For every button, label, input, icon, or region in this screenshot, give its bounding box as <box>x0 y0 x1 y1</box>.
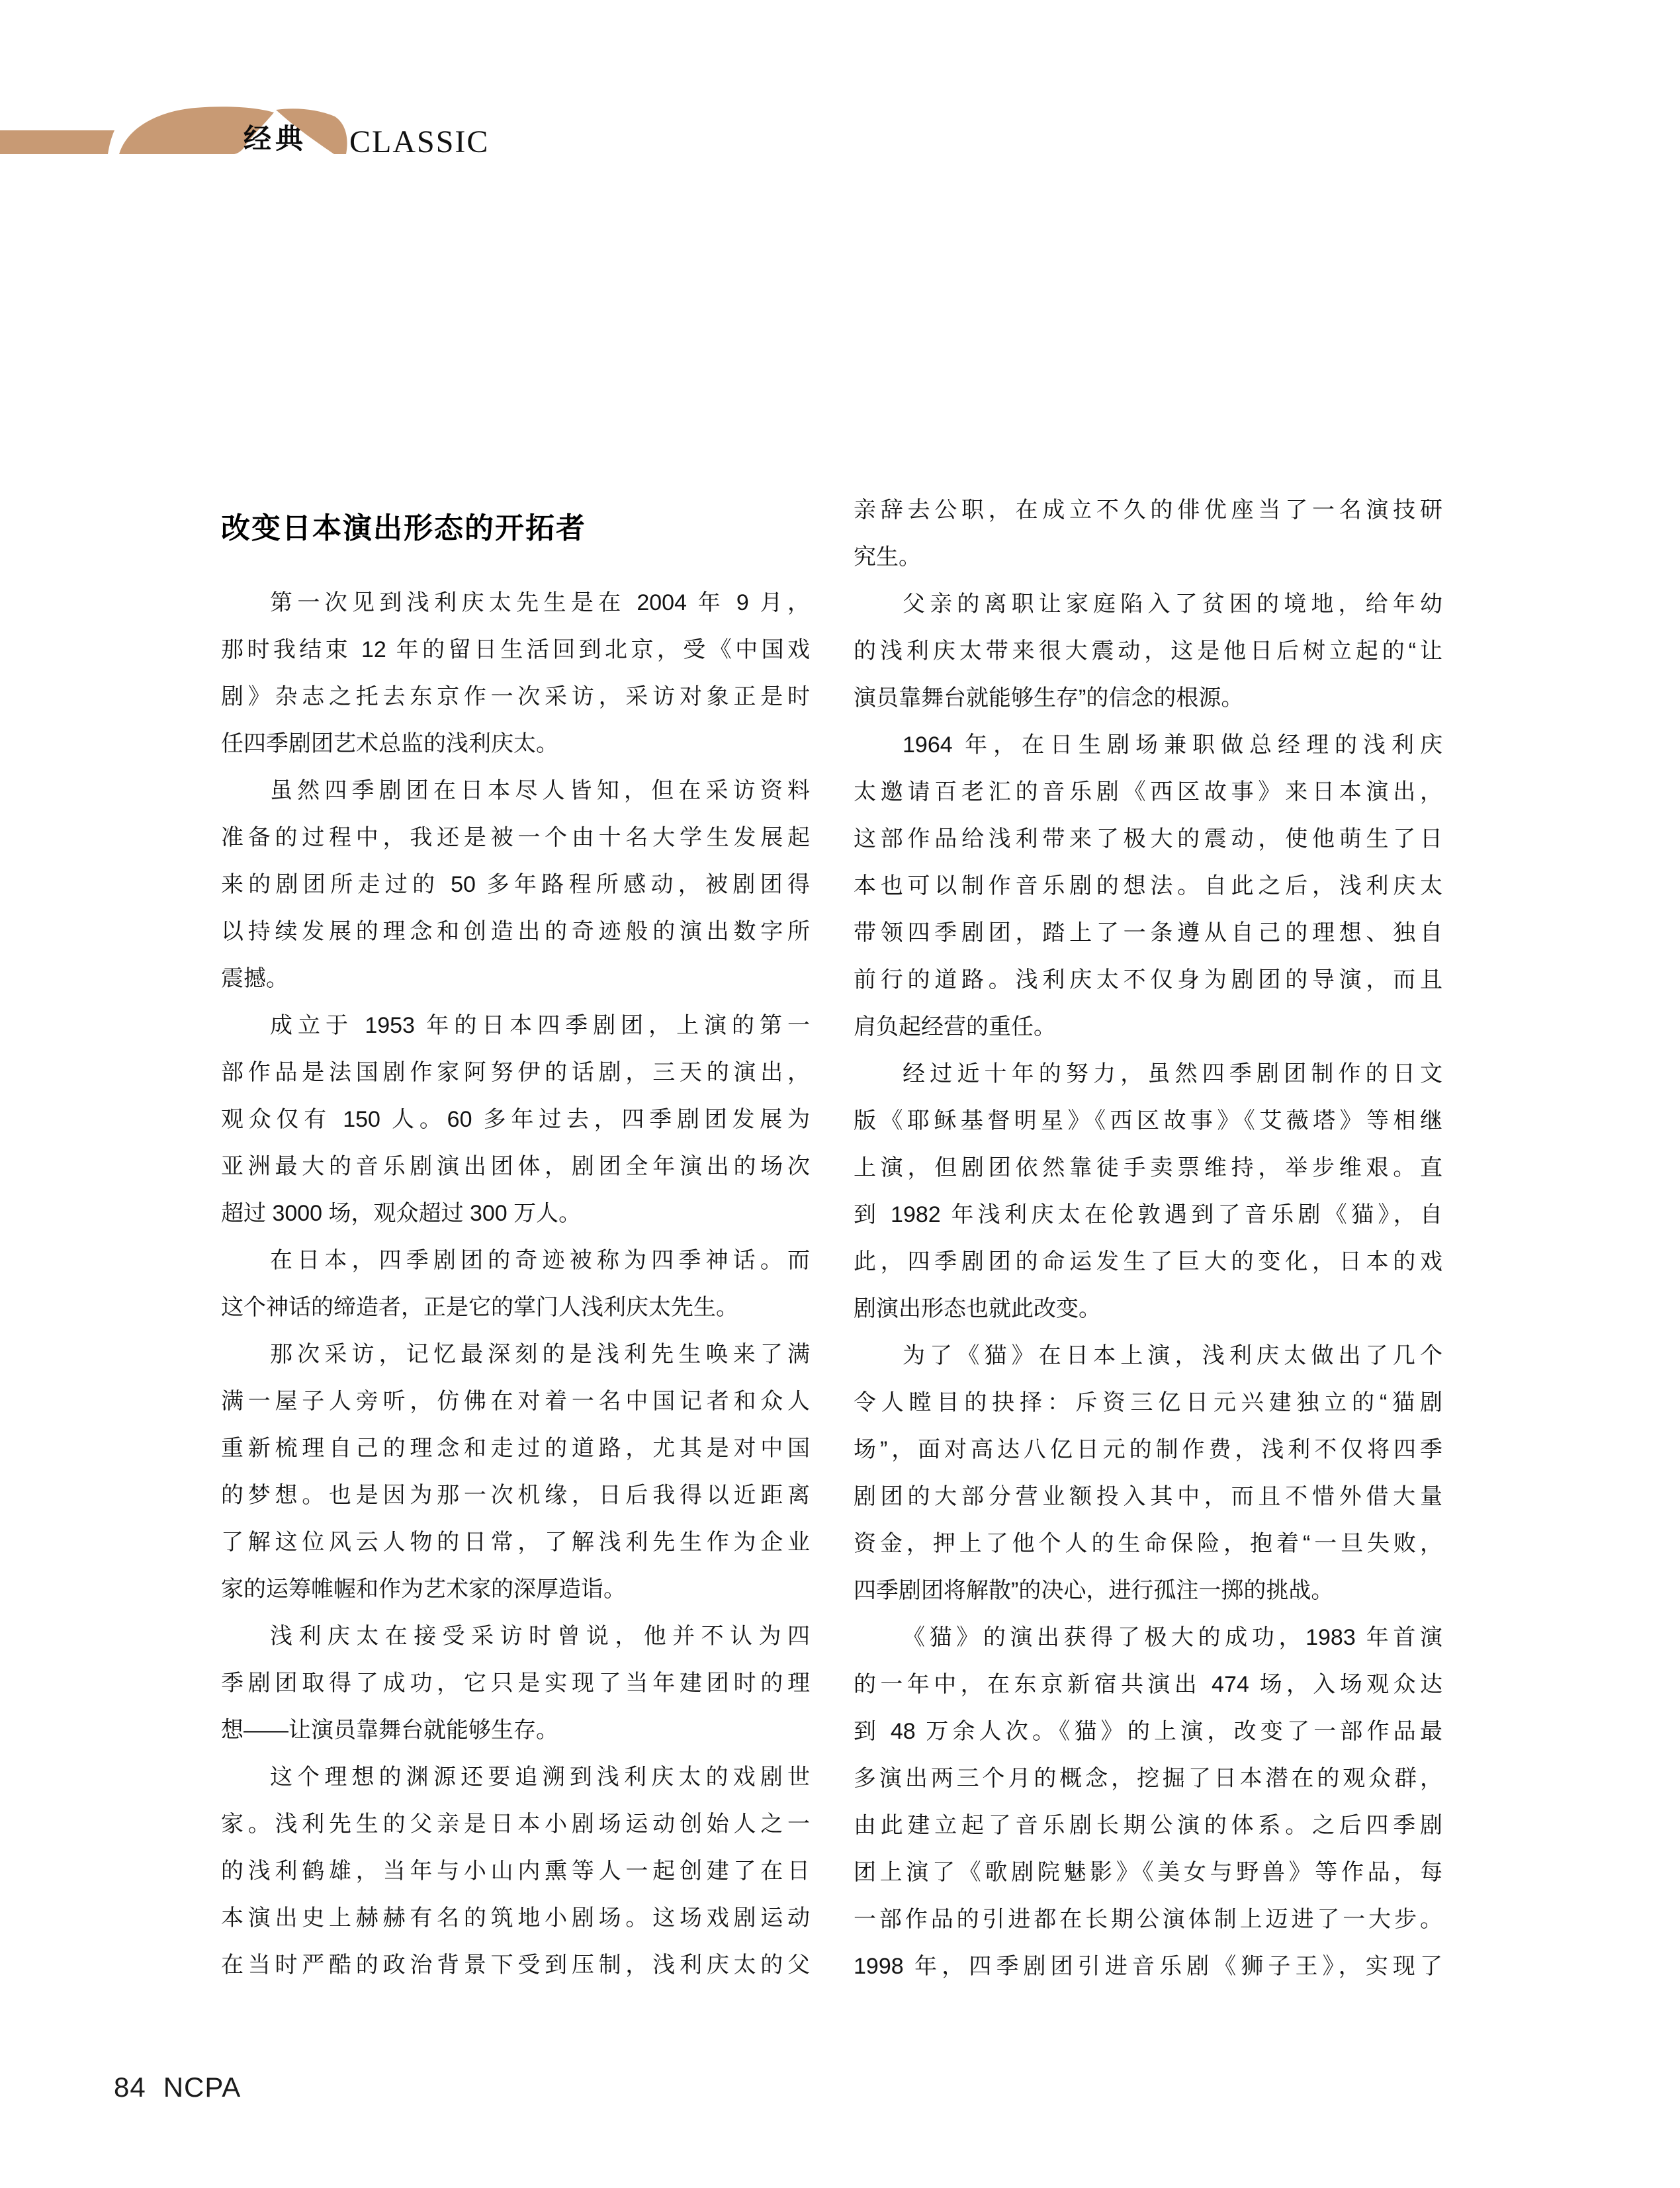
text-line: 演员靠舞台就能够生存”的信念的根源。 <box>854 685 1244 711</box>
text-line: 到 1982 年浅利庆太在伦敦遇到了音乐剧《猫》，自 <box>854 1202 1442 1227</box>
text-line: 四季剧团将解散”的决心，进行孤注一掷的挑战。 <box>854 1578 1334 1603</box>
text-line: 剧团的大部分营业额投入其中，而且不惜外借大量 <box>854 1484 1442 1509</box>
text-line: 一部作品的引进都在长期公演体制上迈进了一大步。 <box>854 1907 1442 1932</box>
text-line: 观众仅有 150 人。60 多年过去，四季剧团发展为 <box>221 1107 810 1132</box>
text-line: 第一次见到浅利庆太先生是在 2004 年 9 月， <box>270 590 810 615</box>
text-line: 团上演了《歌剧院魅影》《美女与野兽》等作品，每 <box>854 1860 1442 1885</box>
text-line: 季剧团取得了成功，它只是实现了当年建团时的理 <box>221 1671 810 1696</box>
text-line: 了解这位风云人物的日常，了解浅利先生作为企业 <box>221 1530 810 1555</box>
text-line: 部作品是法国剧作家阿努伊的话剧，三天的演出， <box>221 1060 810 1085</box>
text-line: 家的运筹帷幄和作为艺术家的深厚造诣。 <box>221 1577 626 1602</box>
text-line: 到 48 万余人次。《猫》的上演，改变了一部作品最 <box>854 1719 1442 1744</box>
text-line: 令人瞠目的抉择：斥资三亿日元兴建独立的“猫剧 <box>854 1390 1442 1415</box>
text-line: 浅利庆太在接受采访时曾说，他并不认为四 <box>270 1624 810 1649</box>
page-folio <box>114 2074 241 2101</box>
ncpa-dome-swoosh-icon <box>0 0 529 198</box>
text-line: 亲辞去公职，在成立不久的俳优座当了一名演技研 <box>854 498 1442 523</box>
text-line: 前行的道路。浅利庆太不仅身为剧团的导演，而且 <box>854 967 1442 992</box>
text-line: 以持续发展的理念和创造出的奇迹般的演出数字所 <box>221 919 810 944</box>
text-line: 多演出两三个月的概念，挖掘了日本潜在的观众群， <box>854 1766 1442 1791</box>
text-line: 准备的过程中，我还是被一个由十名大学生发展起 <box>221 825 810 850</box>
text-line: 的一年中，在东京新宿共演出 474 场，入场观众达 <box>854 1672 1442 1697</box>
text-line: 这个神话的缔造者，正是它的掌门人浅利庆太先生。 <box>221 1295 738 1320</box>
text-line: 超过 3000 场，观众超过 300 万人。 <box>221 1201 582 1226</box>
text-line: 为了《猫》在日本上演，浅利庆太做出了几个 <box>903 1343 1442 1368</box>
text-line: 究生。 <box>854 545 921 570</box>
text-line: 太邀请百老汇的音乐剧《西区故事》来日本演出， <box>854 779 1442 805</box>
text-line: 的浅利庆太带来很大震动，这是他日后树立起的“让 <box>854 638 1442 664</box>
text-line: 父亲的离职让家庭陷入了贫困的境地，给年幼 <box>903 591 1442 617</box>
text-line: 想——让演员靠舞台就能够生存。 <box>221 1718 558 1743</box>
text-line: 在日本，四季剧团的奇迹被称为四季神话。而 <box>270 1248 810 1273</box>
text-line: 亚洲最大的音乐剧演出团体，剧团全年演出的场次 <box>221 1154 810 1179</box>
text-line: 1998 年，四季剧团引进音乐剧《狮子王》，实现了 <box>854 1954 1442 1979</box>
text-line: 那次采访，记忆最深刻的是浅利先生唤来了满 <box>270 1342 810 1367</box>
text-line: 满一屋子人旁听，仿佛在对着一名中国记者和众人 <box>221 1389 810 1414</box>
text-line: 任四季剧团艺术总监的浅利庆太。 <box>221 731 558 756</box>
text-line: 家。浅利先生的父亲是日本小剧场运动创始人之一 <box>221 1812 810 1837</box>
page-number: 84 <box>114 2072 146 2103</box>
left-text-column <box>221 580 810 1989</box>
text-line: 本也可以制作音乐剧的想法。自此之后，浅利庆太 <box>854 873 1442 898</box>
text-line: 那时我结束 12 年的留日生活回到北京，受《中国戏 <box>221 637 810 662</box>
text-line: 带领四季剧团，踏上了一条遵从自己的理想、独自 <box>854 920 1442 945</box>
text-line: 上演，但剧团依然靠徒手卖票维持，举步维艰。直 <box>854 1155 1442 1180</box>
text-line: 这部作品给浅利带来了极大的震动，使他萌生了日 <box>854 826 1442 852</box>
text-line: 震撼。 <box>221 966 288 991</box>
text-line: 此，四季剧团的命运发生了巨大的变化，日本的戏 <box>854 1249 1442 1274</box>
text-line: 资金，押上了他个人的生命保险，抱着“一旦失败， <box>854 1531 1442 1556</box>
article-title: 改变日本演出形态的开拓者 <box>221 512 586 545</box>
text-line: 虽然四季剧团在日本尽人皆知，但在采访资料 <box>270 778 810 803</box>
section-title-en: CLASSIC <box>349 124 490 159</box>
text-line: 的浅利鹤雄，当年与小山内熏等人一起创建了在日 <box>221 1859 810 1884</box>
text-line: 重新梳理自己的理念和走过的道路，尤其是对中国 <box>221 1436 810 1461</box>
text-line: 剧》杂志之托去东京作一次采访，采访对象正是时 <box>221 684 810 709</box>
text-line: 来的剧团所走过的 50 多年路程所感动，被剧团得 <box>221 872 810 897</box>
text-line: 的梦想。也是因为那一次机缘，日后我得以近距离 <box>221 1483 810 1508</box>
text-line: 在当时严酷的政治背景下受到压制，浅利庆太的父 <box>221 1952 810 1978</box>
text-line: 这个理想的渊源还要追溯到浅利庆太的戏剧世 <box>270 1765 810 1790</box>
text-line: 1964 年，在日生剧场兼职做总经理的浅利庆 <box>903 732 1442 758</box>
text-line: 成立于 1953 年的日本四季剧团，上演的第一 <box>270 1013 810 1038</box>
text-line: 本演出史上赫赫有名的筑地小剧场。这场戏剧运动 <box>221 1905 810 1931</box>
text-line: 版《耶稣基督明星》《西区故事》《艾薇塔》等相继 <box>854 1108 1442 1133</box>
journal-abbr: NCPA <box>163 2072 242 2103</box>
text-line: 肩负起经营的重任。 <box>854 1014 1056 1039</box>
section-title-cn: 经典 <box>243 123 308 154</box>
text-line: 场”，面对高达八亿日元的制作费，浅利不仅将四季 <box>854 1437 1442 1462</box>
header-bar-shape <box>0 130 114 154</box>
text-line: 由此建立起了音乐剧长期公演的体系。之后四季剧 <box>854 1813 1442 1838</box>
text-line: 《猫》的演出获得了极大的成功，1983 年首演 <box>903 1625 1442 1650</box>
text-line: 剧演出形态也就此改变。 <box>854 1296 1101 1321</box>
text-line: 经过近十年的努力，虽然四季剧团制作的日文 <box>903 1061 1442 1086</box>
right-text-column <box>854 487 1442 1990</box>
